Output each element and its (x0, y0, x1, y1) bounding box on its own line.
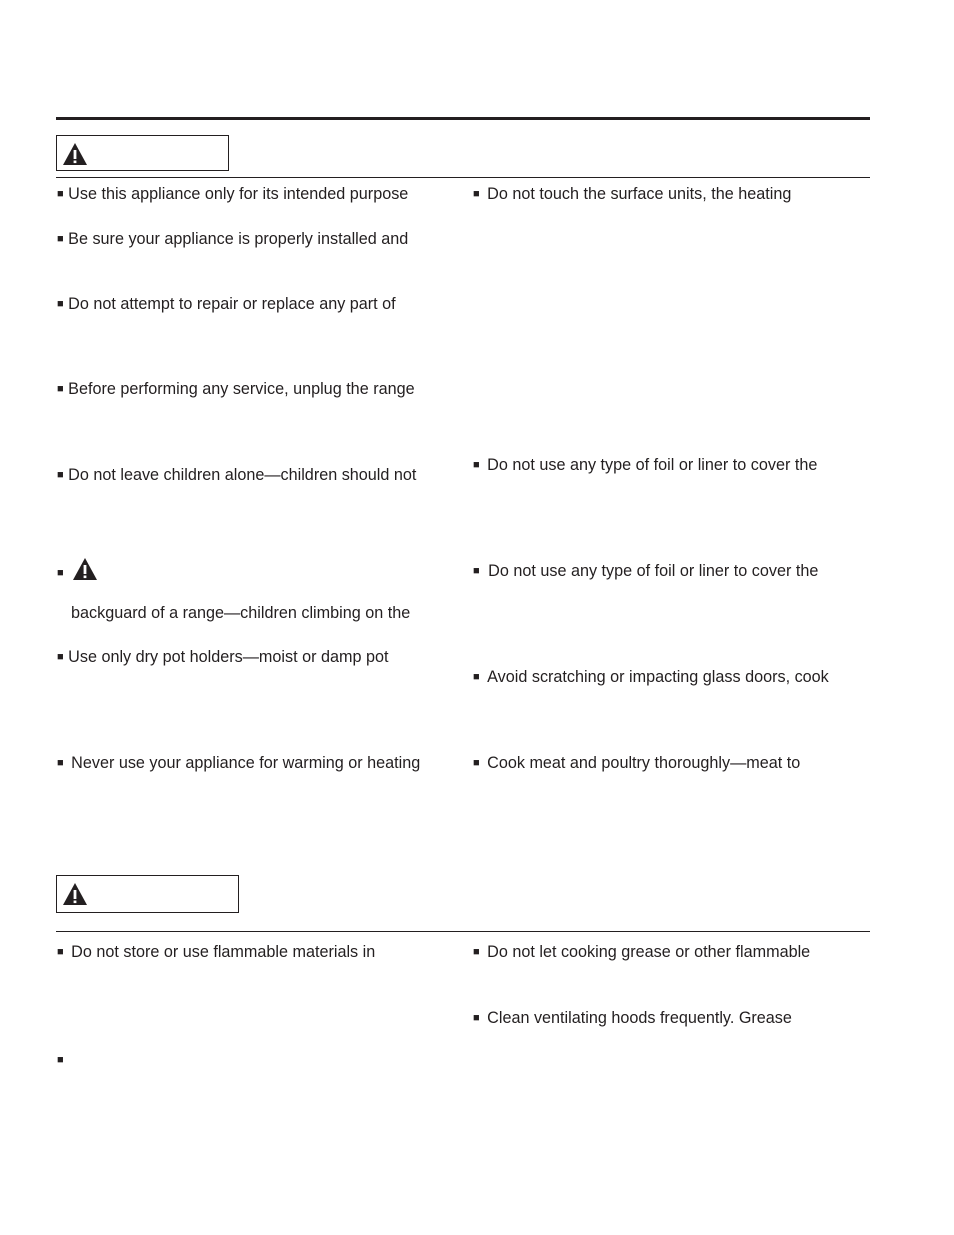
list-item (57, 465, 416, 485)
list-item-continuation: backguard of a range—children climbing on the (71, 604, 411, 622)
square-bullet-icon: ■ (57, 298, 64, 310)
list-item-text: Avoid scratching or impacting glass doors, cook (487, 668, 829, 686)
list-item-empty (57, 1050, 64, 1070)
section-divider (56, 931, 870, 932)
warning-label-box (56, 135, 229, 171)
square-bullet-icon: ■ (473, 1012, 480, 1024)
list-item-text: Before performing any service, unplug the range (68, 380, 415, 398)
list-item (473, 184, 791, 204)
square-bullet-icon: ■ (57, 651, 64, 663)
list-item-text: Do not store or use flammable materials in (71, 943, 376, 961)
list-item (57, 379, 415, 399)
list-item (57, 753, 420, 773)
list-item (57, 229, 408, 249)
square-bullet-icon: ■ (57, 233, 64, 245)
list-item-text: Do not use any type of foil or liner to cover the (487, 456, 818, 474)
list-item-tip-over-warning (57, 557, 98, 583)
list-item-text: Do not leave children alone—children should not (68, 466, 417, 484)
list-item-text: Use only dry pot holders—moist or damp pot (68, 648, 389, 666)
list-item (473, 942, 810, 962)
square-bullet-icon: ■ (57, 1054, 64, 1066)
square-bullet-icon: ■ (57, 383, 64, 395)
warning-triangle-icon (72, 557, 98, 581)
square-bullet-icon: ■ (473, 671, 480, 683)
list-item-text: Never use your appliance for warming or heating (71, 754, 421, 772)
list-item-text: Do not use any type of foil or liner to cover the (488, 562, 819, 580)
list-item-text: Clean ventilating hoods frequently. Grease (487, 1009, 792, 1027)
square-bullet-icon: ■ (57, 567, 64, 579)
square-bullet-icon: ■ (57, 188, 64, 200)
square-bullet-icon: ■ (473, 946, 480, 958)
list-item (57, 942, 375, 962)
list-item-text: Do not attempt to repair or replace any part of (68, 295, 396, 313)
list-item (473, 561, 818, 581)
square-bullet-icon: ■ (473, 757, 480, 769)
square-bullet-icon: ■ (473, 565, 480, 577)
warning-label-box (56, 875, 239, 913)
list-item-text: Cook meat and poultry thoroughly—meat to (487, 754, 801, 772)
section-top-rule (56, 117, 870, 120)
list-item-text: Use this appliance only for its intended purpose (68, 185, 409, 203)
list-item (473, 753, 800, 773)
square-bullet-icon: ■ (57, 946, 64, 958)
list-item (57, 647, 388, 667)
warning-triangle-icon (62, 142, 88, 166)
list-item-text: Do not let cooking grease or other flammable (487, 943, 811, 961)
list-item (473, 1008, 792, 1028)
square-bullet-icon: ■ (57, 757, 64, 769)
square-bullet-icon: ■ (473, 188, 480, 200)
list-item (473, 455, 817, 475)
section-divider (56, 177, 870, 178)
square-bullet-icon: ■ (473, 459, 480, 471)
list-item (57, 184, 408, 204)
list-item (57, 294, 396, 314)
square-bullet-icon: ■ (57, 469, 64, 481)
warning-triangle-icon (62, 882, 88, 906)
list-item-text: Be sure your appliance is properly installed and (68, 230, 409, 248)
list-item-text: Do not touch the surface units, the heating (487, 185, 792, 203)
list-item (473, 667, 829, 687)
